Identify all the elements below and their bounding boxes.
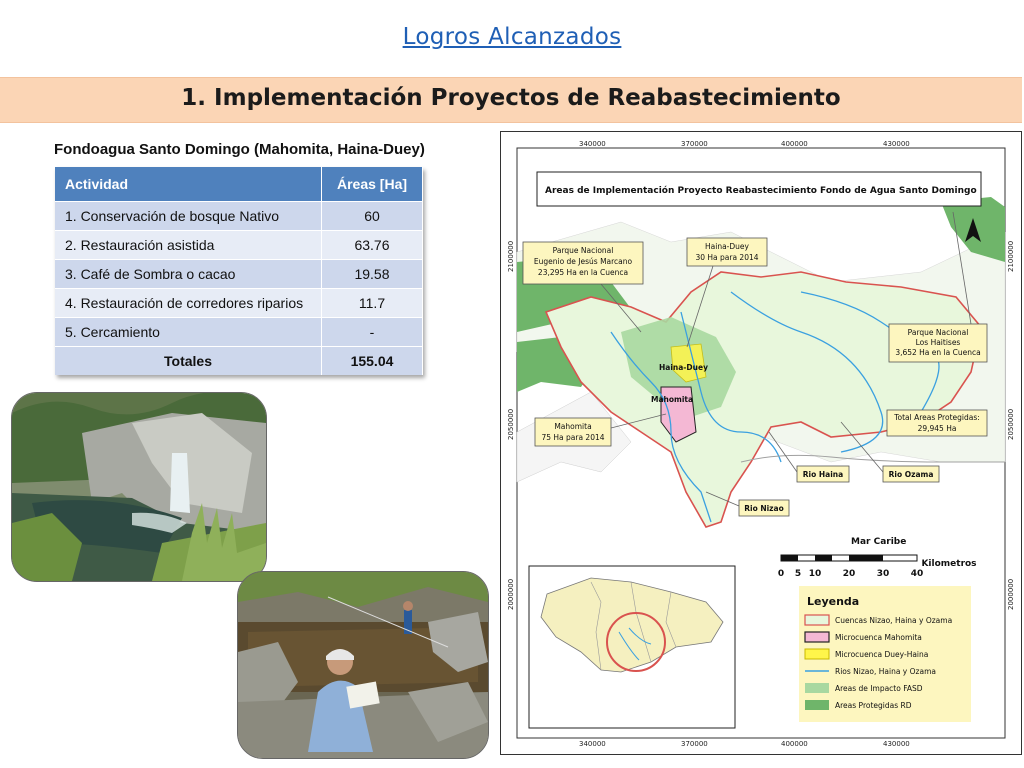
map-legend — [799, 586, 971, 722]
bottom-tick-label: 430000 — [883, 740, 910, 748]
callout-haina-duey-line: 30 Ha para 2014 — [695, 253, 759, 262]
scale-tick-label: 30 — [876, 569, 890, 579]
legend-item-label: Microcuenca Duey-Haina — [835, 650, 929, 659]
scale-tick-label: 20 — [842, 569, 856, 579]
callout-haitises-line: 3,652 Ha en la Cuenca — [895, 348, 981, 357]
callout-haitises-line: Parque Nacional — [907, 328, 969, 337]
scale-tick-label: 40 — [910, 569, 924, 579]
table-subtitle: Fondoagua Santo Domingo (Mahomita, Haina-Duey) — [54, 141, 425, 158]
left-tick-label: 2050000 — [507, 408, 515, 440]
callout-total-line: 29,945 Ha — [917, 424, 957, 433]
activity-cell: 2. Restauración asistida — [55, 231, 322, 260]
total-label-cell: Totales — [55, 347, 322, 376]
callout-mahomita-line: 75 Ha para 2014 — [541, 433, 605, 442]
callout-pn-ejm-line: Eugenio de Jesús Marcano — [533, 257, 633, 266]
top-tick-label: 370000 — [681, 140, 708, 148]
callout-rio-nizao: Rio Nizao — [744, 504, 784, 513]
sea-label: Mar Caribe — [851, 537, 907, 547]
inset-map — [529, 566, 735, 728]
activity-cell: 1. Conservación de bosque Nativo — [55, 202, 322, 231]
activity-cell: 5. Cercamiento — [55, 318, 322, 347]
banner-title: 1. Implementación Proyectos de Reabastecimiento — [181, 85, 841, 111]
callout-haina-duey-line: Haina-Duey — [705, 242, 749, 251]
left-tick-label: 2100000 — [507, 240, 515, 272]
column-header-area: Áreas [Ha] — [322, 167, 423, 202]
activity-table — [55, 167, 423, 375]
legend-item-label: Areas Protegidas RD — [835, 701, 912, 710]
map-title: Areas de Implementación Proyecto Reabastecimiento Fondo de Agua Santo Domingo — [545, 186, 977, 196]
slide-title: Logros Alcanzados — [402, 24, 622, 50]
bottom-tick-label: 400000 — [781, 740, 808, 748]
top-tick-label: 340000 — [579, 140, 606, 148]
legend-item-label: Microcuenca Mahomita — [835, 633, 922, 642]
scale-tick-label: 0 — [777, 569, 785, 579]
total-value-cell: 155.04 — [322, 347, 423, 376]
field-measurement-photo — [237, 571, 489, 759]
area-cell: 11.7 — [322, 289, 423, 318]
right-tick-label: 2000000 — [1007, 578, 1015, 610]
callout-rio-haina: Rio Haina — [802, 470, 844, 479]
area-cell: - — [322, 318, 423, 347]
project-area-map — [500, 131, 1022, 755]
table-row — [55, 231, 423, 260]
place-label-haina-duey: Haina-Duey — [659, 363, 708, 372]
table-total-row — [55, 347, 423, 376]
table-row — [55, 318, 423, 347]
top-tick-label: 430000 — [883, 140, 910, 148]
activity-cell: 4. Restauración de corredores riparios — [55, 289, 322, 318]
legend-title: Leyenda — [807, 595, 860, 608]
table-header-row — [55, 167, 423, 202]
callout-pn-ejm-line: 23,295 Ha en la Cuenca — [537, 268, 629, 277]
section-banner — [0, 77, 1022, 123]
callout-rio-ozama: Rio Ozama — [888, 470, 934, 479]
river-waterfall-photo — [11, 392, 267, 582]
table-row — [55, 202, 423, 231]
place-label-mahomita: Mahomita — [651, 395, 694, 404]
table-row — [55, 260, 423, 289]
callout-total-line: Total Areas Protegidas: — [894, 413, 980, 422]
scale-tick-label: 5 — [794, 569, 802, 579]
area-cell: 63.76 — [322, 231, 423, 260]
scale-title: Kilometros — [921, 559, 977, 569]
callout-haitises-line: Los Haitises — [915, 338, 961, 347]
right-tick-label: 2050000 — [1007, 408, 1015, 440]
column-header-activity: Actividad — [55, 167, 322, 202]
area-cell: 19.58 — [322, 260, 423, 289]
scale-tick-label: 10 — [808, 569, 822, 579]
table-row — [55, 289, 423, 318]
left-tick-label: 2000000 — [507, 578, 515, 610]
legend-item-label: Cuencas Nizao, Haina y Ozama — [835, 616, 953, 625]
bottom-tick-label: 370000 — [681, 740, 708, 748]
legend-item-label: Areas de Impacto FASD — [835, 684, 923, 693]
activity-cell: 3. Café de Sombra o cacao — [55, 260, 322, 289]
legend-item-label: Rios Nizao, Haina y Ozama — [835, 667, 936, 676]
callout-mahomita-line: Mahomita — [554, 422, 592, 431]
bottom-tick-label: 340000 — [579, 740, 606, 748]
area-cell: 60 — [322, 202, 423, 231]
top-tick-label: 400000 — [781, 140, 808, 148]
callout-pn-ejm-line: Parque Nacional — [552, 246, 614, 255]
right-tick-label: 2100000 — [1007, 240, 1015, 272]
